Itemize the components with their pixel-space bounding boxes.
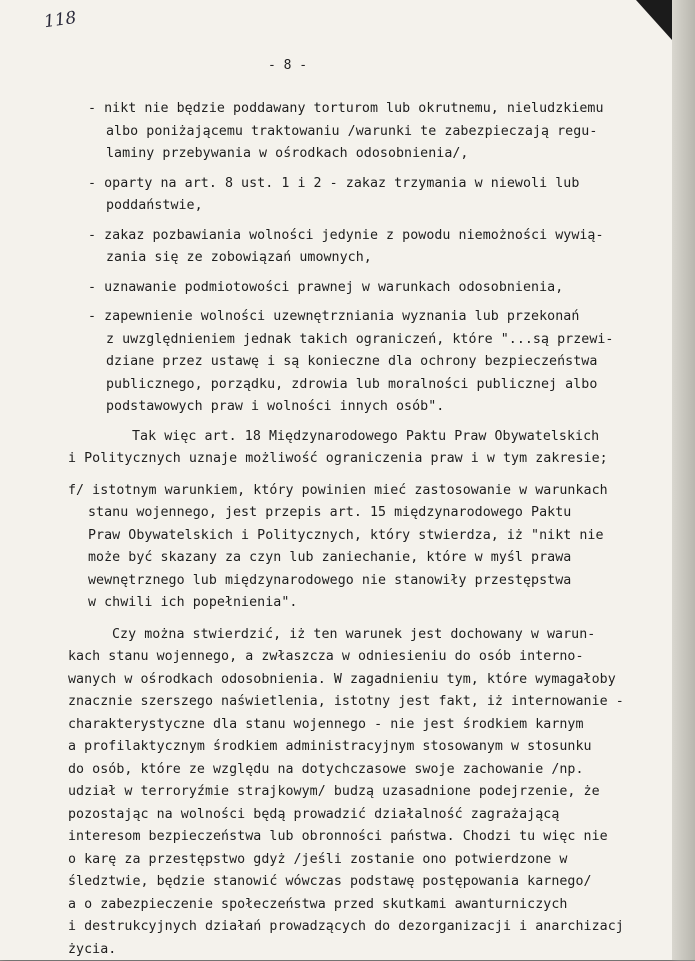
text-line: dziane przez ustawę i są konieczne dla ochrony bezpieczeństwa [88, 351, 638, 374]
text-line: pozostając na wolności będą prowadzić działalność zagrażającą [68, 804, 638, 827]
text-line: wewnętrznego lub międzynarodowego nie stanowiły przestępstwa [68, 570, 638, 593]
list-item-f [68, 480, 638, 615]
text-line: podstawowych praw i wolności innych osób". [88, 396, 638, 419]
bullet-item [88, 225, 638, 270]
text-line: f/ istotnym warunkiem, który powinien mieć zastosowanie w warunkach [68, 480, 638, 503]
paragraph [68, 624, 638, 961]
text-line: albo poniżającemu traktowaniu /warunki te zabezpieczają regu- [88, 121, 638, 144]
text-line: publicznego, porządku, zdrowia lub moralności publicznej albo [88, 374, 638, 397]
text-line: kach stanu wojennego, a zwłaszcza w odniesieniu do osób interno- [68, 646, 638, 669]
text-line: charakterystyczne dla stanu wojennego - nie jest środkiem karnym [68, 714, 638, 737]
bullet-item [88, 98, 638, 166]
text-line: a o zabezpieczenie społeczeństwa przed skutkami awanturniczych [68, 894, 638, 917]
text-line: z uwzględnieniem jednak takich ograniczeń, które "...są przewi- [88, 329, 638, 352]
text-line: interesom bezpieczeństwa lub obronności państwa. Chodzi tu więc nie [68, 826, 638, 849]
text-line: w chwili ich popełnienia". [68, 592, 638, 615]
text-line: i destrukcyjnych działań prowadzących do dezorganizacji i anarchizacj [68, 916, 638, 939]
bullet-item [88, 306, 638, 419]
page-number: - 8 - [268, 58, 307, 73]
text-line: Praw Obywatelskich i Politycznych, który stwierdza, iż "nikt nie [68, 525, 638, 548]
text-line: - oparty na art. 8 ust. 1 i 2 - zakaz trzymania w niewoli lub [88, 173, 638, 196]
paragraph [88, 426, 638, 471]
text-line: - nikt nie będzie poddawany torturom lub okrutnemu, nieludzkiemu [88, 98, 638, 121]
text-line: poddaństwie, [88, 195, 638, 218]
text-line: znacznie szerszego naświetlenia, istotny jest fakt, iż internowanie - [68, 691, 638, 714]
text-line: śledztwie, będzie stanowić wówczas podstawę postępowania karnego/ [68, 871, 638, 894]
text-line: - zakaz pozbawiania wolności jedynie z powodu niemożności wywią- [88, 225, 638, 248]
text-line: zania się ze zobowiązań umownych, [88, 247, 638, 270]
text-line: do osób, które ze względu na dotychczasowe swoje zachowanie /np. [68, 759, 638, 782]
text-line: stanu wojennego, jest przepis art. 15 międzynarodowego Paktu [68, 502, 638, 525]
text-line: może być skazany za czyn lub zaniechanie, które w myśl prawa [68, 547, 638, 570]
text-line: - uznawanie podmiotowości prawnej w warunkach odosobnienia, [88, 277, 638, 300]
handwritten-page-mark: 118 [43, 8, 78, 32]
text-line: a profilaktycznym środkiem administracyjnym stosowanym w stosunku [68, 736, 638, 759]
text-line: życia. [68, 939, 638, 961]
text-line: - zapewnienie wolności uzewnętrzniania wyznania lub przekonań [88, 306, 638, 329]
text-line: o karę za przestępstwo gdyż /jeśli zostanie ono potwierdzone w [68, 849, 638, 872]
bullet-item [88, 277, 638, 300]
scan-edge [672, 0, 695, 960]
scan-corner-shadow [612, 0, 672, 40]
text-line: Tak więc art. 18 Międzynarodowego Paktu Praw Obywatelskich [88, 426, 638, 449]
text-line: Czy można stwierdzić, iż ten warunek jest dochowany w warun- [68, 624, 638, 647]
text-line: i Politycznych uznaje możliwość ograniczenia praw i w tym zakresie; [68, 448, 638, 471]
document-body [88, 98, 638, 961]
text-line: laminy przebywania w ośrodkach odosobnienia/, [88, 143, 638, 166]
bullet-item [88, 173, 638, 218]
text-line: wanych w ośrodkach odosobnienia. W zagadnieniu tym, które wymagałoby [68, 669, 638, 692]
text-line: udział w terroryźmie strajkowym/ budzą uzasadnione podejrzenie, że [68, 781, 638, 804]
